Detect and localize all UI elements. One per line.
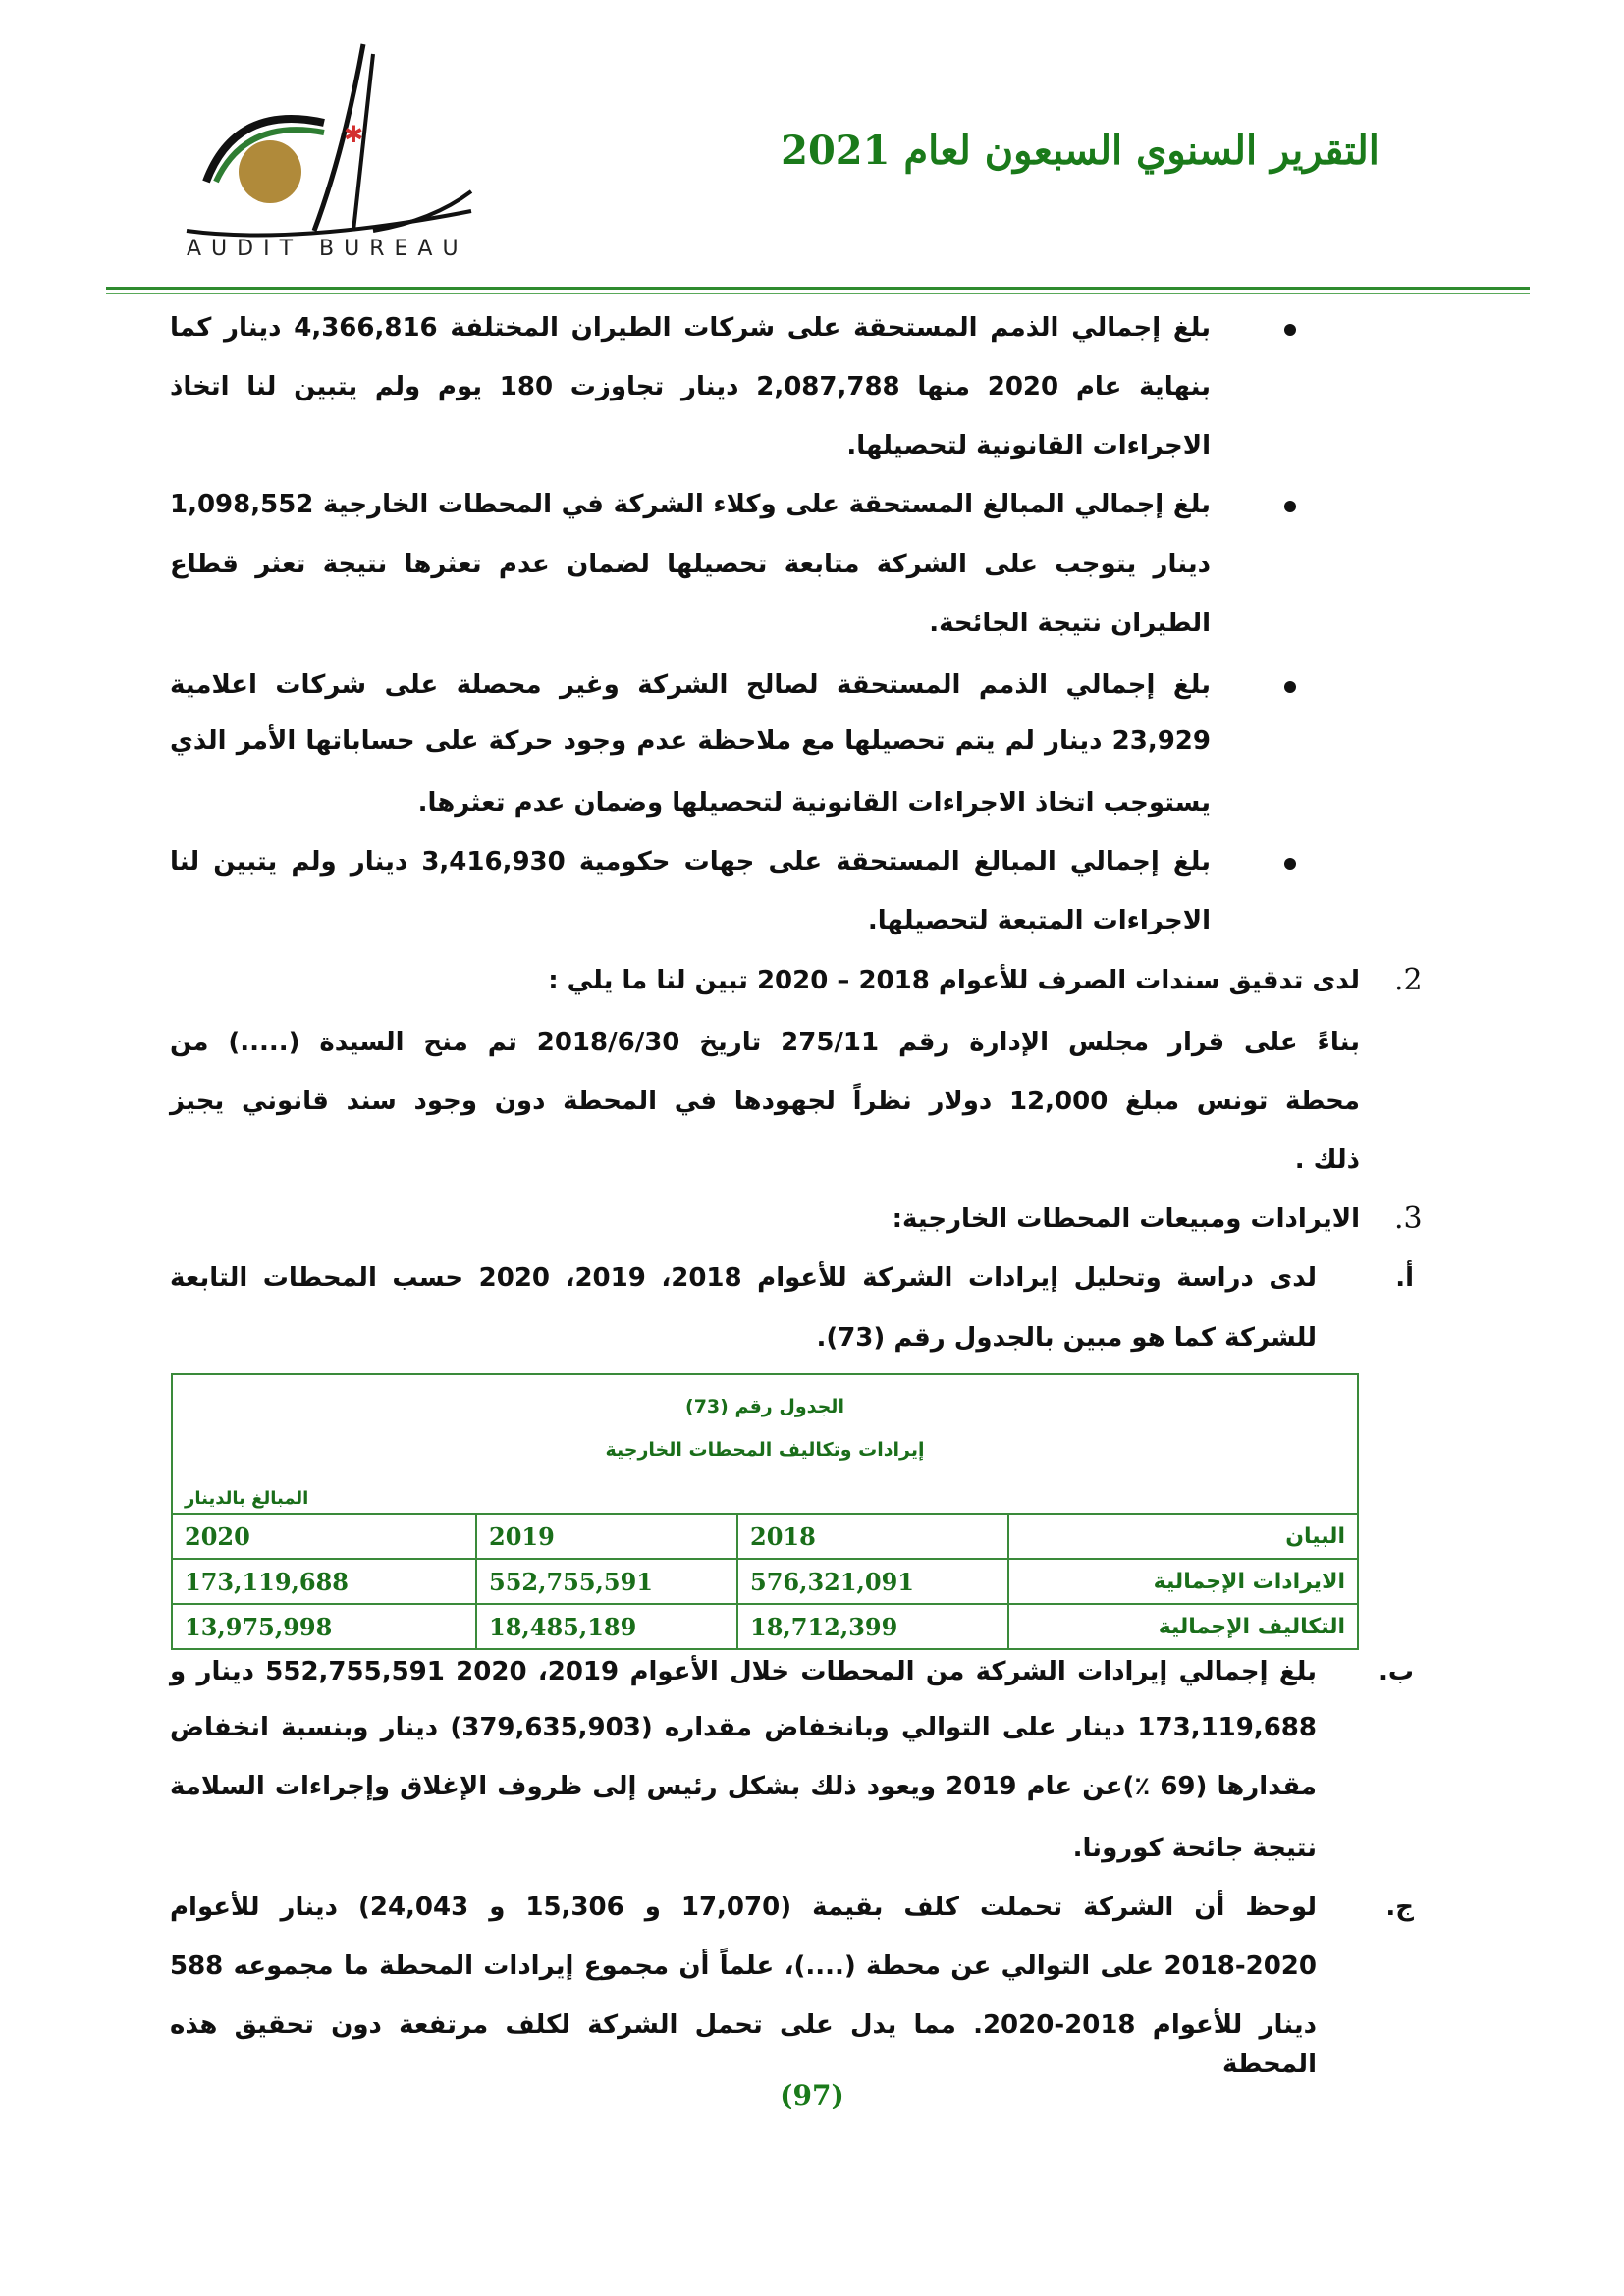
table-number: الجدول رقم (73) xyxy=(685,1396,844,1417)
cell: 552,755,591 xyxy=(476,1559,737,1604)
header-divider-thin xyxy=(106,293,1530,294)
text-line: بلغ إجمالي المبالغ المستحقة على وكلاء الشركة في المحطات الخارجية 1,098,552 xyxy=(170,490,1211,519)
bullet-icon xyxy=(1284,681,1296,693)
table-title: إيرادات وتكاليف المحطات الخارجية xyxy=(605,1439,925,1461)
text-line: بلغ إجمالي المبالغ المستحقة على جهات حكومية 3,416,930 دينار ولم يتبين لنا xyxy=(170,847,1212,877)
cell: 18,485,189 xyxy=(476,1604,737,1649)
text-line: لوحظ أن الشركة تحملت كلف بقيمة (17,070 و 15,306 و 24,043) دينار للأعوام xyxy=(170,1893,1318,1922)
text-line: للشركة كما هو مبين بالجدول رقم (73). xyxy=(816,1323,1317,1353)
text-line: بناءً على قرار مجلس الإدارة رقم 275/11 تاريخ 2018/6/30 تم منح السيدة (.....) من xyxy=(170,1028,1360,1057)
item-heading: الايرادات ومبيعات المحطات الخارجية: xyxy=(892,1204,1360,1234)
text-line: ذلك . xyxy=(1294,1146,1360,1175)
svg-text:AUDIT BUREAU: AUDIT BUREAU xyxy=(187,237,468,260)
bullet-icon xyxy=(1284,858,1296,870)
cell: 18,712,399 xyxy=(737,1604,1008,1649)
text-line: 173,119,688 دينار على التوالي وبانخفاض مقداره (379,635,903) دينار وبنسبة انخفاض xyxy=(170,1713,1317,1742)
text-line: بلغ إجمالي إيرادات الشركة من المحطات خلال الأعوام 2019، 2020 552,755,591 دينار و xyxy=(170,1657,1317,1686)
stations-revenue-table xyxy=(171,1373,1359,1650)
text-line: نتيجة جائحة كورونا. xyxy=(1072,1834,1317,1863)
sub-label: ب. xyxy=(1378,1657,1414,1686)
audit-bureau-logo xyxy=(177,34,560,260)
item-number: 2. xyxy=(1394,963,1423,997)
text-line: دينار يتوجب على الشركة متابعة تحصيلها لضمان عدم تعثرها نتيجة تعثر قطاع xyxy=(170,550,1211,579)
row-label: الايرادات الإجمالية xyxy=(1008,1559,1358,1604)
report-title: التقرير السنوي السبعون لعام 2021 xyxy=(781,128,1380,174)
text-line: بلغ إجمالي الذمم المستحقة لصالح الشركة وغير محصلة على شركات اعلامية xyxy=(170,670,1211,700)
text-line: الطيران نتيجة الجائحة. xyxy=(929,609,1211,638)
table-unit: المبالغ بالدينار xyxy=(185,1488,309,1509)
text-line: محطة تونس مبلغ 12,000 دولار نظراً لجهودها في المحطة دون وجود سند قانوني يجيز xyxy=(170,1087,1360,1116)
header-cell: البيان xyxy=(1008,1514,1358,1559)
text-line: مقدارها (69 ٪)عن عام 2019 ويعود ذلك بشكل رئيس إلى ظروف الإغلاق وإجراءات السلامة xyxy=(170,1772,1318,1801)
table-header-row xyxy=(172,1514,1358,1559)
header-cell: 2020 xyxy=(172,1514,476,1559)
text-line: بلغ إجمالي الذمم المستحقة على شركات الطيران المختلفة 4,366,816 دينار كما xyxy=(170,313,1211,343)
table-caption xyxy=(172,1374,1358,1514)
sub-label: أ. xyxy=(1395,1263,1414,1293)
svg-text:✱: ✱ xyxy=(344,121,364,148)
text-line: الاجراءات المتبعة لتحصيلها. xyxy=(867,906,1211,935)
cell: 576,321,091 xyxy=(737,1559,1008,1604)
item-heading: لدى تدقيق سندات الصرف للأعوام 2018 – 2020 تبين لنا ما يلي : xyxy=(548,966,1360,995)
table-row xyxy=(172,1604,1358,1649)
row-label: التكاليف الإجمالية xyxy=(1008,1604,1358,1649)
text-line: 23,929 دينار لم يتم تحصيلها مع ملاحظة عدم وجود حركة على حساباتها الأمر الذي xyxy=(170,726,1211,756)
cell: 13,975,998 xyxy=(172,1604,476,1649)
page-number: (97) xyxy=(780,2079,844,2111)
cell: 173,119,688 xyxy=(172,1559,476,1604)
text-line: 2018-2020 على التوالي عن محطة (....)، علماً أن مجموع إيرادات المحطة ما مجموعه 588 xyxy=(170,1951,1317,1981)
sub-label: ج. xyxy=(1385,1893,1414,1922)
header-divider xyxy=(106,287,1530,290)
bullet-icon xyxy=(1284,324,1296,336)
text-line: دينار للأعوام 2018-2020. مما يدل على تحمل الشركة لكلف مرتفعة دون تحقيق هذه المحطة xyxy=(170,2010,1317,2079)
bullet-icon xyxy=(1284,501,1296,512)
header-cell: 2018 xyxy=(737,1514,1008,1559)
text-line: لدى دراسة وتحليل إيرادات الشركة للأعوام 2018، 2019، 2020 حسب المحطات التابعة xyxy=(170,1263,1317,1293)
item-number: 3. xyxy=(1394,1201,1423,1236)
text-line: يستوجب اتخاذ الاجراءات القانونية لتحصيلها وضمان عدم تعثرها. xyxy=(417,788,1211,818)
header-cell: 2019 xyxy=(476,1514,737,1559)
text-line: بنهاية عام 2020 منها 2,087,788 دينار تجاوزت 180 يوم ولم يتبين لنا اتخاذ xyxy=(170,372,1211,401)
text-line: الاجراءات القانونية لتحصيلها. xyxy=(846,431,1211,460)
table-row xyxy=(172,1559,1358,1604)
